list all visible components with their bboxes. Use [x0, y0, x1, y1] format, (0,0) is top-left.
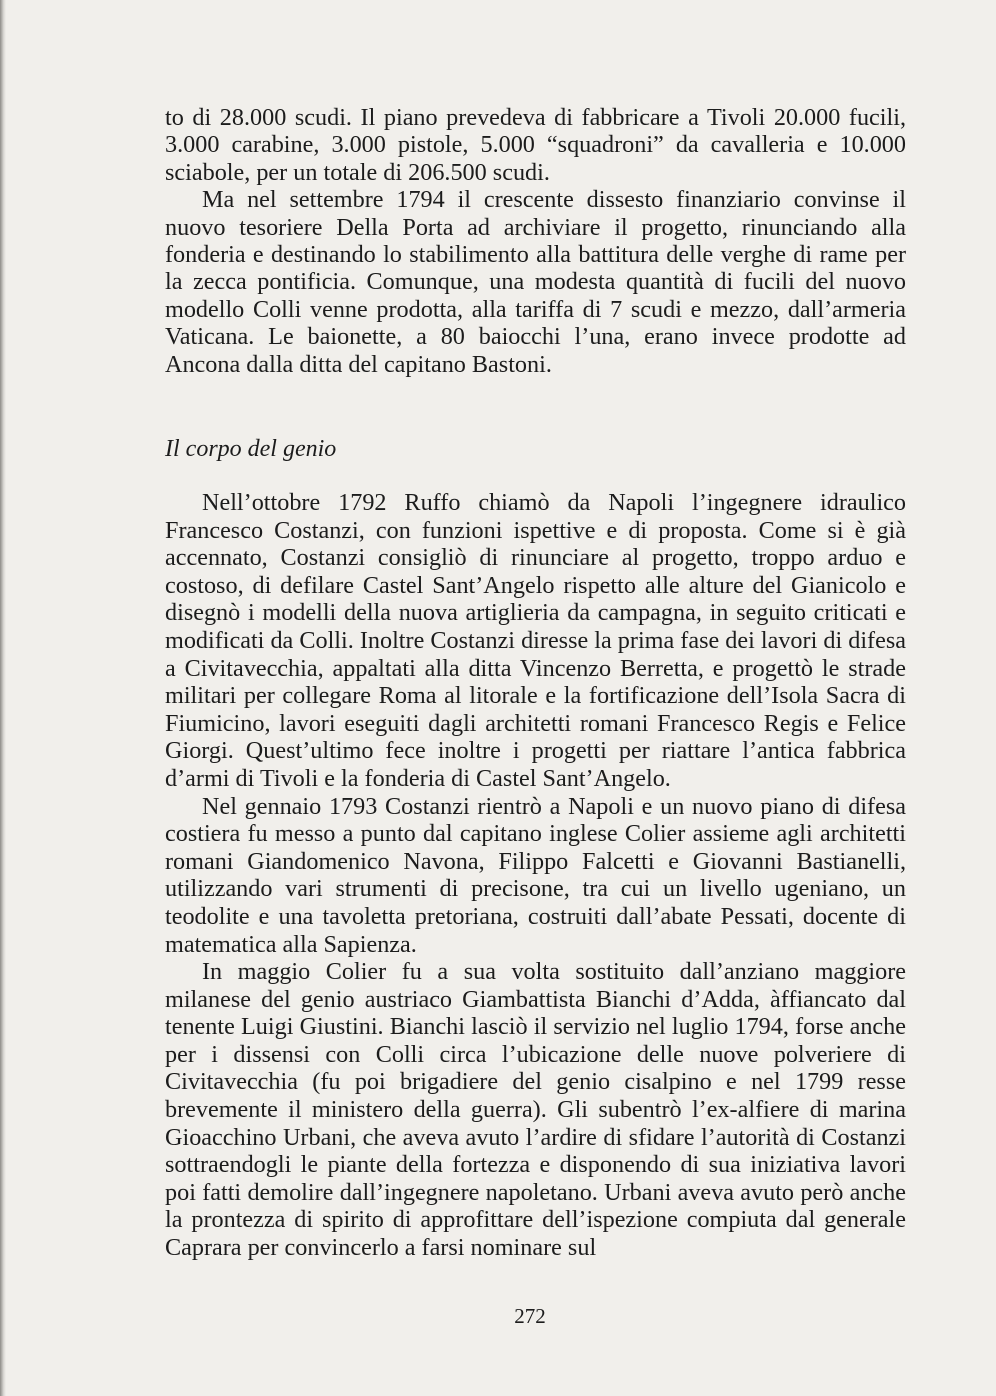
- paragraph: Ma nel settembre 1794 il crescente dissesto finanziario convinse il nuovo tesoriere Della Porta ad archiviare il progetto, rinunciando alla fonderia e destinando lo stabilimento alla battitura delle verghe di rame per la zecca pontificia. Comunque, una modesta quantità di fucili del nuovo modello Colli venne prodotta, alla tariffa di 7 scudi e mezzo, dall’armeria Vaticana. Le baionette, a 80 baiocchi l’una, erano invece prodotte ad Ancona dalla ditta del capitano Bastoni.: [165, 186, 906, 378]
- section-body: [165, 489, 906, 1262]
- section-heading: Il corpo del genio: [165, 436, 337, 462]
- page-number: 272: [514, 1304, 546, 1328]
- paragraph: In maggio Colier fu a sua volta sostituito dall’anziano maggiore milanese del genio austriaco Giambattista Bianchi d’Adda, àffiancato dal tenente Luigi Giustini. Bianchi lasciò il servizio nel luglio 1794, forse anche per i dissensi con Colli circa l’ubicazione delle nuove polveriere di Civitavecchia (fu poi brigadiere del genio cisalpino e nel 1799 resse brevemente il ministero della guerra). Gli subentrò l’ex-alfiere di marina Gioacchino Urbani, che aveva avuto l’ardire di sfidare l’autorità di Costanzi sottraendogli le piante della fortezza e disponendo di sua iniziativa lavori poi fatti demolire dall’ingegnere napoletano. Urbani aveva avuto però anche la prontezza di spirito di approfittare dell’ispezione compiuta dal generale Caprara per convincerlo a farsi nominare sul: [165, 958, 906, 1262]
- paragraph: to di 28.000 scudi. Il piano prevedeva di fabbricare a Tivoli 20.000 fucili, 3.000 carabine, 3.000 pistole, 5.000 “squadroni” da cavalleria e 10.000 sciabole, per un totale di 206.500 scudi.: [165, 104, 906, 186]
- paragraph: Nell’ottobre 1792 Ruffo chiamò da Napoli l’ingegnere idraulico Francesco Costanzi, con funzioni ispettive e di proposta. Come si è già accennato, Costanzi consigliò di rinunciare al progetto, troppo arduo e costoso, di defilare Castel Sant’Angelo rispetto alle alture del Gianicolo e disegnò i modelli della nuova artiglieria da campagna, in seguito criticati e modificati da Colli. Inoltre Costanzi diresse la prima fase dei lavori di difesa a Civitavecchia, appaltati alla ditta Vincenzo Berretta, e progettò le strade militari per collegare Roma al litorale e la fortificazione dell’Isola Sacra di Fiumicino, lavori eseguiti dagli architetti romani Francesco Regis e Felice Giorgi. Quest’ultimo fece inoltre i progetti per riattare l’antica fabbrica d’armi di Tivoli e la fonderia di Castel Sant’Angelo.: [165, 489, 906, 792]
- page-binding-shadow: [0, 0, 6, 1396]
- paragraph: Nel gennaio 1793 Costanzi rientrò a Napoli e un nuovo piano di difesa costiera fu messo a punto dal capitano inglese Colier assieme agli architetti romani Giandomenico Navona, Filippo Falcetti e Giovanni Bastianelli, utilizzando vari strumenti di precisone, tra cui un livello ugeniano, un teodolite e una tavoletta pretoriana, costruiti dall’abate Pessati, docente di matematica alla Sapienza.: [165, 792, 906, 958]
- opening-text: [165, 104, 906, 378]
